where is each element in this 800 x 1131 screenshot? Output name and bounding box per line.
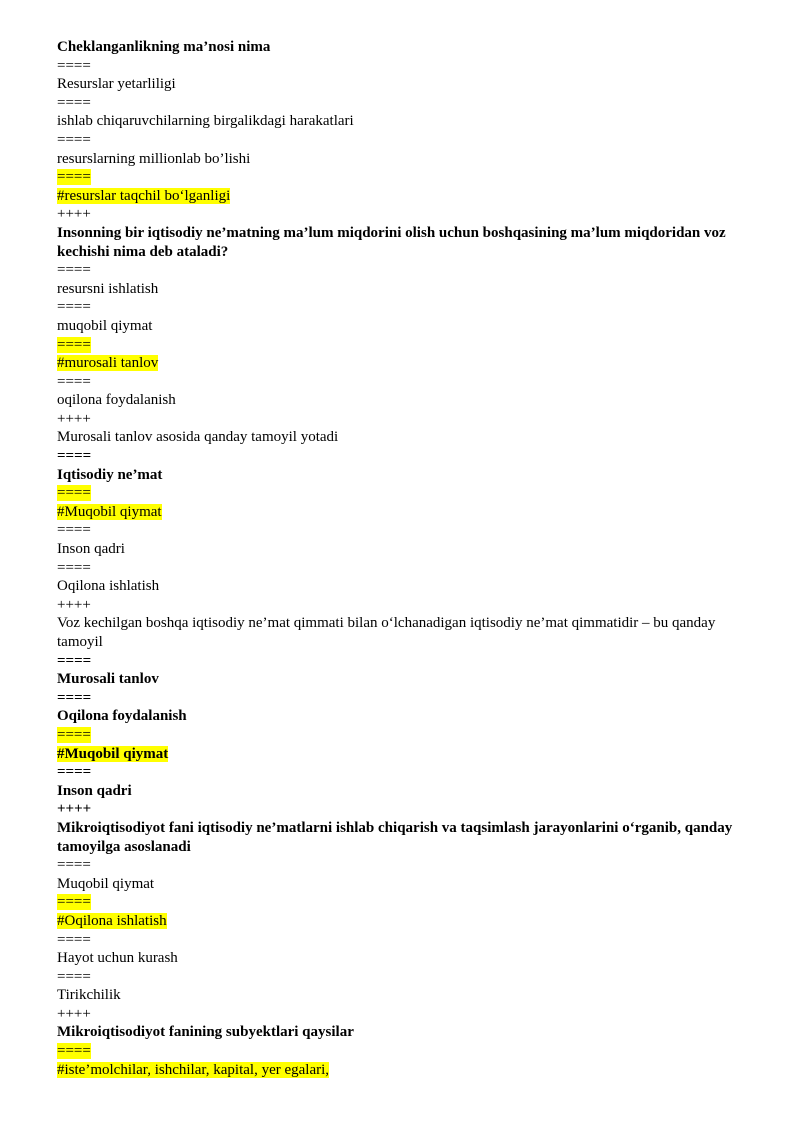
line-text: ++++ xyxy=(57,206,91,223)
line-text: ==== xyxy=(57,652,92,669)
line-text: Mikroiqtisodiyot fani iqtisodiy ne’matlarni ishlab chiqarish va taqsimlash jarayonlarini o‘rganib, qanday tamoyilga asoslanadi xyxy=(57,819,733,855)
line-text: ==== xyxy=(57,448,92,465)
line-text: ==== xyxy=(57,559,91,576)
line-text: ++++ xyxy=(57,1005,91,1022)
separator-line xyxy=(57,1042,747,1061)
separator-line xyxy=(57,447,747,466)
separator-line xyxy=(57,856,747,875)
separator-line xyxy=(57,521,747,540)
line-text: oqilona foydalanish xyxy=(57,392,176,409)
line-text: ==== xyxy=(57,94,91,111)
highlighted-text: #murosali tanlov xyxy=(57,355,159,372)
question-separator-line xyxy=(57,1005,747,1024)
separator-line xyxy=(57,763,747,782)
question-text-line xyxy=(57,707,747,726)
separator-line xyxy=(57,57,747,76)
separator-line xyxy=(57,298,747,317)
answer-option-line xyxy=(57,949,747,968)
answer-option-line xyxy=(57,912,747,931)
question-separator-line xyxy=(57,800,747,819)
separator-line xyxy=(57,893,747,912)
separator-line xyxy=(57,373,747,392)
answer-option-line xyxy=(57,986,747,1005)
line-text: ishlab chiqaruvchilarning birgalikdagi harakatlari xyxy=(57,113,354,130)
highlighted-text: ==== xyxy=(57,169,91,186)
line-text: Iqtisodiy ne’mat xyxy=(57,466,163,483)
line-text: ++++ xyxy=(57,596,91,613)
question-text-line xyxy=(57,1023,747,1042)
line-text: Murosali tanlov asosida qanday tamoyil yotadi xyxy=(57,429,339,446)
question-text-line xyxy=(57,466,747,485)
question-text-line xyxy=(57,745,747,764)
answer-option-line xyxy=(57,614,747,651)
line-text: Hayot uchun kurash xyxy=(57,950,178,967)
line-text: ==== xyxy=(57,57,91,74)
separator-line xyxy=(57,726,747,745)
answer-option-line xyxy=(57,75,747,94)
line-text: Inson qadri xyxy=(57,541,125,558)
highlighted-text: #Muqobil qiymat xyxy=(57,745,169,762)
question-separator-line xyxy=(57,205,747,224)
line-text: muqobil qiymat xyxy=(57,317,153,334)
highlighted-text: ==== xyxy=(57,1043,91,1060)
highlighted-text: #Oqilona ishlatish xyxy=(57,912,167,929)
question-separator-line xyxy=(57,410,747,429)
question-text-line xyxy=(57,782,747,801)
separator-line xyxy=(57,484,747,503)
line-text: ==== xyxy=(57,764,92,781)
line-text: Murosali tanlov xyxy=(57,671,159,688)
line-text: Inson qadri xyxy=(57,782,132,799)
answer-option-line xyxy=(57,317,747,336)
question-text-line xyxy=(57,38,747,57)
answer-option-line xyxy=(57,150,747,169)
line-text: Mikroiqtisodiyot fanining subyektlari qaysilar xyxy=(57,1024,354,1041)
separator-line xyxy=(57,652,747,671)
separator-line xyxy=(57,168,747,187)
line-text: Oqilona ishlatish xyxy=(57,578,160,595)
highlighted-text: ==== xyxy=(57,336,91,353)
line-text: Cheklanganlikning ma’nosi nima xyxy=(57,39,271,55)
line-text: ==== xyxy=(57,689,92,706)
separator-line xyxy=(57,968,747,987)
line-text: ==== xyxy=(57,931,91,948)
highlighted-text: #iste’molchilar, ishchilar, kapital, yer egalari, xyxy=(57,1061,330,1078)
separator-line xyxy=(57,931,747,950)
line-text: resurslarning millionlab bo’lishi xyxy=(57,150,251,167)
highlighted-text: ==== xyxy=(57,726,91,743)
answer-option-line xyxy=(57,354,747,373)
line-text: ==== xyxy=(57,299,91,316)
question-text-line xyxy=(57,819,747,856)
answer-option-line xyxy=(57,428,747,447)
highlighted-text: #Muqobil qiymat xyxy=(57,503,162,520)
highlighted-text: ==== xyxy=(57,485,91,502)
highlighted-text: #resurslar taqchil bo‘lganligi xyxy=(57,187,231,204)
separator-line xyxy=(57,94,747,113)
line-text: Voz kechilgan boshqa iqtisodiy ne’mat qimmati bilan o‘lchanadigan iqtisodiy ne’mat qimmatidir – bu qanday tamoyil xyxy=(57,615,716,650)
line-text: Oqilona foydalanish xyxy=(57,708,187,725)
separator-line xyxy=(57,261,747,280)
separator-line xyxy=(57,336,747,355)
answer-option-line xyxy=(57,280,747,299)
answer-option-line xyxy=(57,112,747,131)
line-text: ==== xyxy=(57,968,91,985)
line-text: ++++ xyxy=(57,410,91,427)
question-separator-line xyxy=(57,596,747,615)
answer-option-line xyxy=(57,875,747,894)
line-text: Tirikchilik xyxy=(57,987,121,1004)
line-text: Resurslar yetarliligi xyxy=(57,76,176,93)
answer-option-line xyxy=(57,187,747,206)
line-text: ++++ xyxy=(57,801,92,818)
line-text: Insonning bir iqtisodiy ne’matning ma’lum miqdorini olish uchun boshqasining ma’lum miqdoridan voz kechishi nima deb ataladi? xyxy=(57,224,726,260)
line-text: ==== xyxy=(57,373,91,390)
line-text: ==== xyxy=(57,857,91,874)
separator-line xyxy=(57,689,747,708)
question-text-line xyxy=(57,670,747,689)
line-text: resursni ishlatish xyxy=(57,280,159,297)
answer-option-line xyxy=(57,391,747,410)
question-text-line xyxy=(57,224,747,261)
answer-option-line xyxy=(57,577,747,596)
line-text: ==== xyxy=(57,262,91,279)
line-text: Muqobil qiymat xyxy=(57,875,155,892)
highlighted-text: ==== xyxy=(57,894,91,911)
document-page xyxy=(57,38,747,1079)
answer-option-line xyxy=(57,503,747,522)
answer-option-line xyxy=(57,1061,747,1080)
separator-line xyxy=(57,131,747,150)
line-text: ==== xyxy=(57,131,91,148)
line-text: ==== xyxy=(57,522,91,539)
answer-option-line xyxy=(57,540,747,559)
separator-line xyxy=(57,559,747,578)
